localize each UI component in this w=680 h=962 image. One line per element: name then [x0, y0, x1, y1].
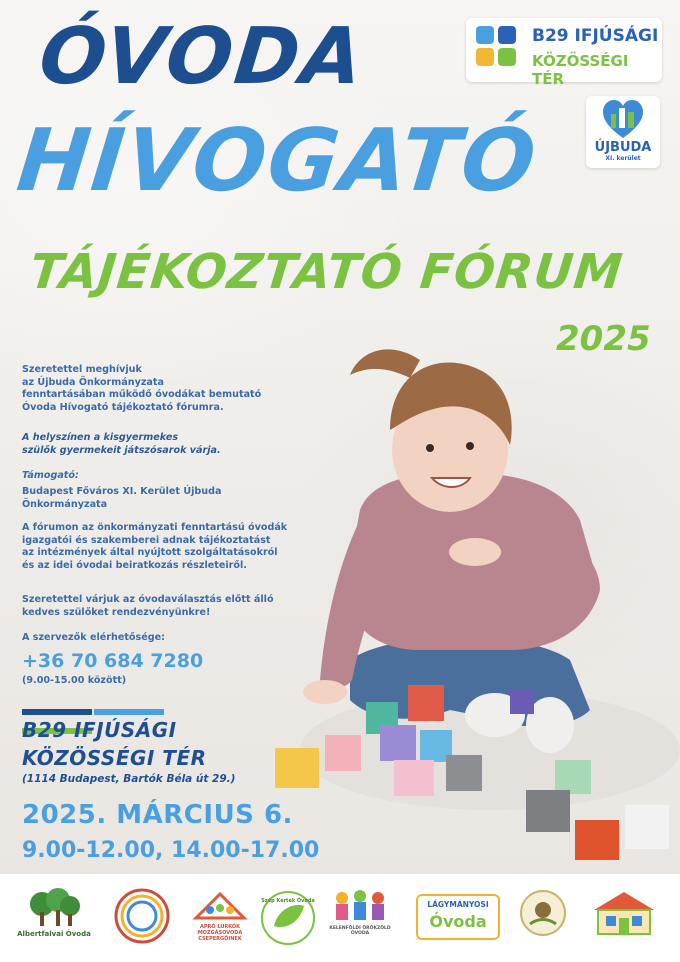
house-icon [590, 888, 658, 938]
ujbuda-logo-name: ÚJBUDA [594, 140, 652, 155]
ujbuda-logo-sub: XI. kerület [605, 155, 641, 162]
block [380, 725, 416, 761]
children-house-icon [188, 888, 252, 922]
block [625, 805, 669, 849]
house-kindergarten-logo [590, 888, 654, 948]
sponsor-text: Budapest Főváros XI. Kerület Újbuda Önkormányzata [22, 486, 222, 510]
event-times: 9.00-12.00, 14.00-17.00 [22, 838, 320, 863]
tree-icon [22, 888, 86, 928]
block [526, 790, 570, 832]
event-date: 2025. MÁRCIUS 6. [22, 800, 293, 830]
block [325, 735, 361, 771]
invite-text: Szeretettel várjuk az óvodaválasztás előtt álló kedves szülőket rendezvényünkre! [22, 594, 274, 618]
venue-line1: B29 IFJÚSÁGI [22, 718, 177, 742]
details-text: A fórumon az önkormányzati fenntartású óvodák igazgatói és szakemberei adnak tájékoztatást az intézmények által nyújtott szolgáltatásokról és az idei óvodai beiratkozás részleteiről. [22, 522, 288, 571]
block [394, 760, 434, 796]
ponytail [350, 349, 420, 378]
playcorner-text: A helyszínen a kisgyermekes szülők gyermekeit játszósarok várja. [22, 432, 221, 456]
b29-logo-line2: KÖZÖSSÉGI TÉR [532, 52, 629, 88]
venue-address: (1114 Budapest, Bartók Béla út 29.) [22, 773, 236, 785]
kelenfoldi-orokzold-logo: KELENFÖLDI ÖRÖKZÖLD ÓVODA [328, 888, 392, 948]
color-divider [22, 700, 236, 706]
phone-number[interactable]: +36 70 684 7280 [22, 650, 204, 672]
rainbow-circle-icon [110, 888, 174, 948]
block [275, 748, 319, 788]
albertfalvai-ovoda-logo: Albertfalvai Óvoda [22, 888, 86, 948]
contact-label: A szervezők elérhetősége: [22, 632, 165, 643]
ujbuda-logo [586, 96, 660, 168]
circle-kindergarten-logo [110, 888, 174, 948]
headline-year: 2025 [556, 319, 651, 359]
hand-right [449, 538, 501, 566]
block [446, 755, 482, 791]
phone-hours: (9.00-15.00 között) [22, 675, 127, 686]
lagymanyosi-ovoda-logo: LÁGYMÁNYOSI Óvoda [416, 888, 500, 948]
leaf-circle-icon [256, 888, 320, 948]
emblem-logo [518, 888, 582, 948]
headline-ovoda: ÓVODA [35, 12, 369, 102]
logo-square-icon [498, 26, 516, 44]
b29-logo [466, 18, 662, 88]
hand-left [303, 680, 347, 704]
logo-square-icon [476, 48, 494, 66]
headline-hivogato: HÍVOGATÓ [12, 111, 543, 211]
partner-logos [0, 874, 680, 962]
block [408, 685, 444, 721]
child-photo [270, 330, 680, 870]
emblem-icon [518, 888, 568, 938]
kids-icon [328, 888, 392, 924]
b29-logo-line1: B29 IFJÚSÁGI [532, 26, 659, 46]
apro-lurkok-logo: APRÓ LURKÓK MOZGÁSOVODA CSEPERGŐINEK [188, 888, 252, 948]
venue-line2: KÖZÖSSÉGI TÉR [22, 746, 207, 770]
sponsor-label: Támogató: [22, 470, 79, 481]
intro-text: Szeretettel meghívjuk az Újbuda Önkormányzata fenntartásában működő óvodákat bemutató Óvoda Hívogató tájékoztató fórumra. [22, 364, 262, 413]
headline-forum: TÁJÉKOZTATÓ FÓRUM [27, 244, 626, 300]
logo-square-icon [498, 48, 516, 66]
block [575, 820, 619, 860]
block [510, 690, 534, 714]
szep-kertek-ovoda-logo: Szép Kertek Óvoda [256, 888, 320, 948]
block [555, 760, 591, 794]
ujbuda-heart-icon [603, 100, 643, 140]
logo-square-icon [476, 26, 494, 44]
